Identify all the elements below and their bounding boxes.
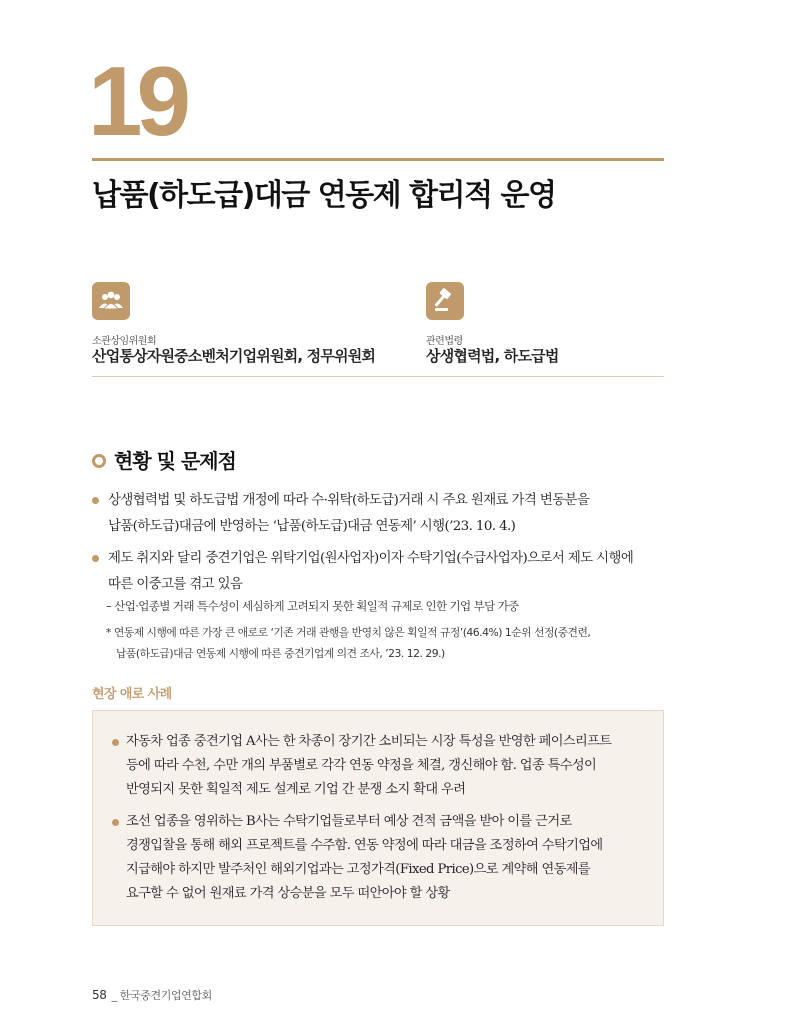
section-title: 현황 및 문제점 [114, 449, 236, 473]
case-line: 자동차 업종 중견기업 A사는 한 차종이 장기간 소비되는 시장 특성을 반영한 페이스리프트 [126, 734, 612, 749]
footnote-line: * 연동제 시행에 따른 가장 큰 애로로 ‘기존 거래 관행을 반영치 않은 획일적 규정’(46.4%) 1순위 선정(중견련, [106, 626, 591, 639]
committee-value: 산업통상자원중소벤처기업위원회, 정무위원회 [92, 347, 376, 365]
bullet-line: 상생협력법 및 하도급법 개정에 따라 수·위탁(하도급)거래 시 주요 원재료 가격 변동분을 [108, 493, 590, 508]
page-title: 납품(하도급)대금 연동제 합리적 운영 [92, 178, 556, 213]
page-number: 58 [92, 988, 107, 1002]
bullet-line: 납품(하도급)대금에 반영하는 ‘납품(하도급)대금 연동제’ 시행(’23. 10. 4.) [108, 519, 516, 534]
bullet-dot-icon [112, 819, 119, 826]
status-bullet [92, 488, 672, 540]
section-bullet-icon [92, 454, 106, 468]
people-icon [92, 282, 130, 320]
footnote-line: 납품(하도급)대금 연동제 시행에 따른 중견기업계 의견 조사, ’23. 12. 29.) [116, 647, 445, 660]
case-item [112, 810, 652, 906]
chapter-number: 19 [88, 46, 186, 156]
case-item [112, 730, 652, 802]
bullet-line: 따른 이중고를 겪고 있음 [108, 577, 243, 592]
sub-item: – 산업·업종별 거래 특수성이 세심하게 고려되지 못한 획일적 규제로 인한 기업 부담 가중 [106, 599, 519, 613]
case-line: 반영되지 못한 획일적 제도 설계로 기업 간 분쟁 소지 확대 우려 [126, 782, 466, 797]
case-line: 지급해야 하지만 발주처인 해외기업과는 고정가격(Fixed Price)으로 계약해 연동제를 [126, 862, 591, 877]
laws-label: 관련법령 [426, 336, 463, 347]
bullet-dot-icon [92, 555, 99, 562]
gavel-icon [426, 282, 464, 320]
status-bullet [92, 546, 672, 598]
bullet-dot-icon [112, 739, 119, 746]
title-divider [92, 158, 664, 161]
case-line: 조선 업종을 영위하는 B사는 수탁기업들로부터 예상 견적 금액을 받아 이를 근거로 [126, 814, 572, 829]
bullet-line: 제도 취지와 달리 중견기업은 위탁기업(원사업자)이자 수탁기업(수급사업자)으로서 제도 시행에 [108, 551, 634, 566]
case-line: 요구할 수 없어 원재료 가격 상승분을 모두 떠안아야 할 상황 [126, 886, 450, 901]
laws-value: 상생협력법, 하도급법 [426, 347, 559, 365]
info-divider [92, 376, 664, 377]
page-footer [92, 987, 212, 1003]
bullet-dot-icon [92, 497, 99, 504]
footnote [106, 622, 668, 664]
case-heading: 현장 애로 사례 [92, 687, 172, 702]
case-line: 경쟁입찰을 통해 해외 프로젝트를 수주함. 연동 약정에 따라 대금을 조정하여 수탁기업에 [126, 838, 603, 853]
case-line: 등에 따라 수천, 수만 개의 부품별로 각각 연동 약정을 체결, 갱신해야 함. 업종 특수성이 [126, 758, 597, 773]
footer-org: _ 한국중견기업연합회 [111, 989, 212, 1002]
committee-label: 소관상임위원회 [92, 336, 157, 347]
